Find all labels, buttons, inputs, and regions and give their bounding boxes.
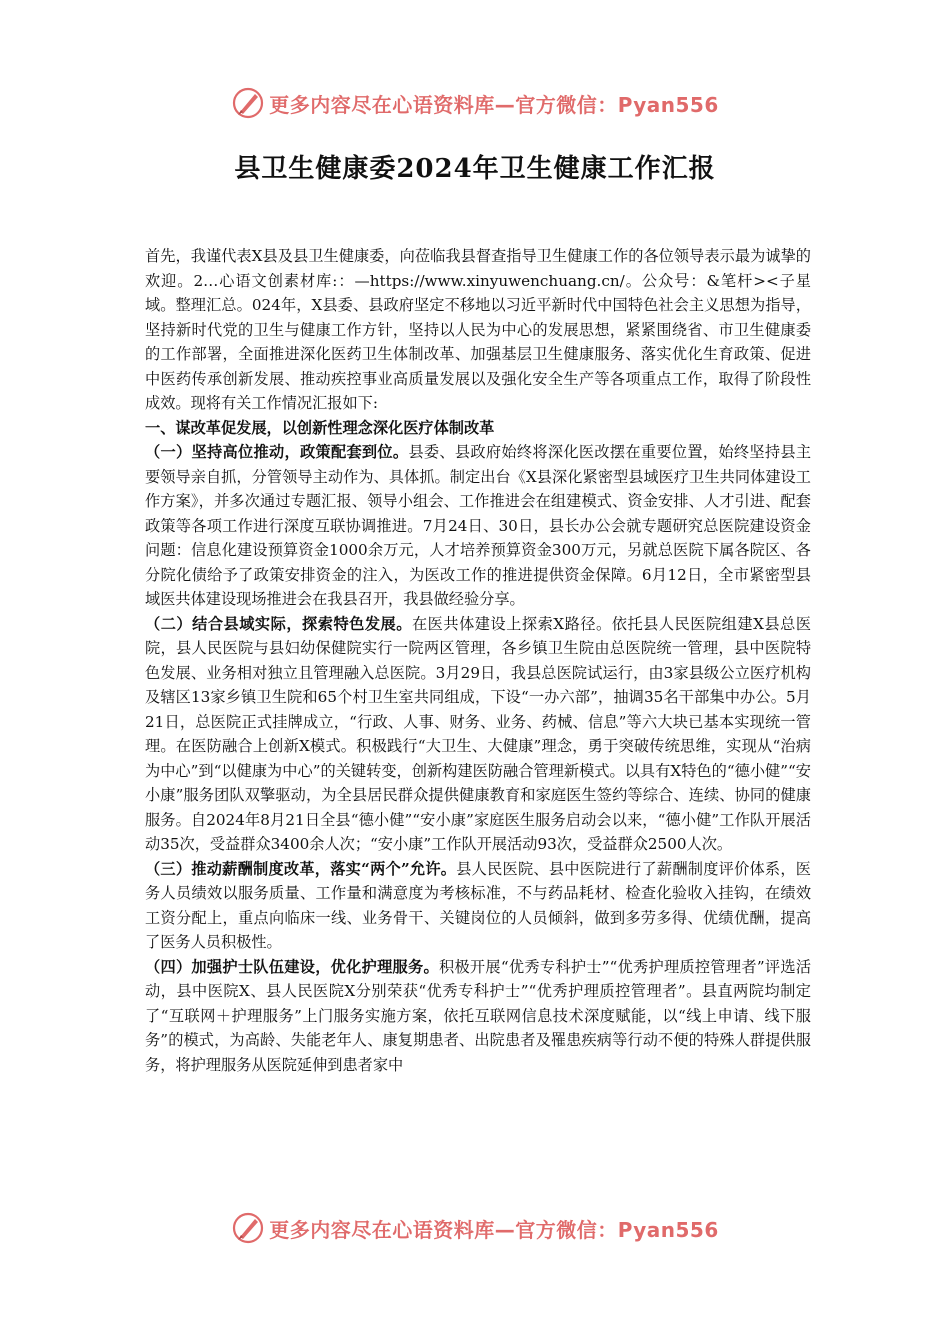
intro-paragraph: 首先，我谨代表X县及县卫生健康委，向莅临我县督查指导卫生健康工作的各位领导表示最为诚挚的欢迎。2…心语文创素材库:：—https://www.xinyuwenchuang.cn/。公众号：&笔杆><子星域。整理汇总。024年，X县委、县政府坚定不移地以习近平新时代中国特色社会主义思想为指导，坚持新时代党的卫生与健康工作方针，坚持以人民为中心的发展思想，紧紧围绕省、市卫生健康委的工作部署，全面推进深化医药卫生体制改革、加强基层卫生健康服务、落实优化生育政策、促进中医药传承创新发展、推动疾控事业高质量发展以及强化安全生产等各项重点工作，取得了阶段性成效。现将有关工作情况汇报如下: bbox=[145, 247, 811, 412]
item-heading: （四）加强护士队伍建设，优化护理服务。 bbox=[145, 957, 439, 976]
item-heading: （二）结合县域实际，探索特色发展。 bbox=[145, 614, 412, 633]
footer-watermark-banner bbox=[0, 1208, 950, 1248]
quill-pen-logo-icon bbox=[231, 1211, 265, 1245]
item-heading: （一）坚持高位推动，政策配套到位。 bbox=[145, 443, 409, 461]
item-body: 积极开展“优秀专科护士”“优秀护理质控管理者”评选活动，县中医院X、县人民医院X分别荣获“优秀专科护士”“优秀护理质控管理者”。县直两院均制定了“互联网＋护理服务”上门服务实施方案，依托互联网信息技术深度赋能，以“线上申请、线下服务”的模式，为高龄、失能老年人、康复期患者、出院患者及罹患疾病等行动不便的特殊人群提供服务，将护理服务从医院延伸到患者家中 bbox=[145, 957, 812, 1074]
item-paragraph-1 bbox=[145, 440, 811, 612]
item-paragraph-3 bbox=[145, 857, 811, 955]
quill-pen-logo-icon bbox=[231, 86, 265, 120]
document-title: 县卫生健康委2024年卫生健康工作汇报 bbox=[234, 154, 716, 184]
item-body: 县委、县政府始终将深化医改摆在重要位置，始终坚持县主要领导亲自抓，分管领导主动作为、具体抓。制定出台《X县深化紧密型县域医疗卫生共同体建设工作方案》，并多次通过专题汇报、领导小组会、工作推进会在组建模式、资金安排、人才引进、配套政策等各项工作进行深度互联协调推进。7月24日、30日，县长办公会就专题研究总医院建设资金问题：信息化建设预算资金1000余万元，人才培养预算资金300万元，另就总医院下属各院区、各分院化债给予了政策安排资金的注入，为医改工作的推进提供资金保障。6月12日，全市紧密型县域医共体建设现场推进会在我县召开，我县做经验分享。 bbox=[145, 443, 812, 608]
banner-text: 更多内容尽在心语资料库—官方微信：Pyan556 bbox=[269, 92, 719, 117]
section-heading: 一、谋改革促发展，以创新性理念深化医疗体制改革 bbox=[145, 418, 495, 437]
item-heading: （三）推动薪酬制度改革，落实“两个”允许。 bbox=[145, 859, 457, 878]
item-paragraph-4 bbox=[145, 955, 811, 1078]
document-body bbox=[145, 244, 811, 1077]
item-body: 县人民医院、县中医院进行了薪酬制度评价体系，医务人员绩效以服务质量、工作量和满意度为考核标准，不与药品耗材、检查化验收入挂钩，在绩效工资分配上，重点向临床一线、业务骨干、关键岗位的人员倾斜，做到多劳多得、优绩优酬，提高了医务人员积极性。 bbox=[145, 859, 811, 951]
banner-text: 更多内容尽在心语资料库—官方微信：Pyan556 bbox=[269, 1217, 719, 1242]
item-paragraph-2 bbox=[145, 612, 811, 857]
header-watermark-banner bbox=[0, 83, 950, 123]
item-body: 在医共体建设上探索X路径。依托县人民医院组建X县总医院，县人民医院与县妇幼保健院实行一院两区管理，各乡镇卫生院由总医院统一管理，县中医院特色发展、业务相对独立且管理融入总医院。3月29日，我县总医院试运行，由3家县级公立医疗机构及辖区13家乡镇卫生院和65个村卫生室共同组成，下设“一办六部”，抽调35名干部集中办公。5月21日，总医院正式挂牌成立，“行政、人事、财务、业务、药械、信息”等六大块已基本实现统一管理。在医防融合上创新X模式。积极践行“大卫生、大健康”理念，勇于突破传统思维，实现从“治病为中心”到“以健康为中心”的关键转变，创新构建医防融合管理新模式。以具有X特色的“德小健”“安小康”服务团队双擎驱动，为全县居民群众提供健康教育和家庭医生签约等综合、连续、协同的健康服务。自2024年8月21日全县“德小健”“安小康”家庭医生服务启动会以来，“德小健”工作队开展活动35次，受益群众3400余人次；“安小康”工作队开展活动93次，受益群众2500人次。 bbox=[145, 614, 812, 853]
